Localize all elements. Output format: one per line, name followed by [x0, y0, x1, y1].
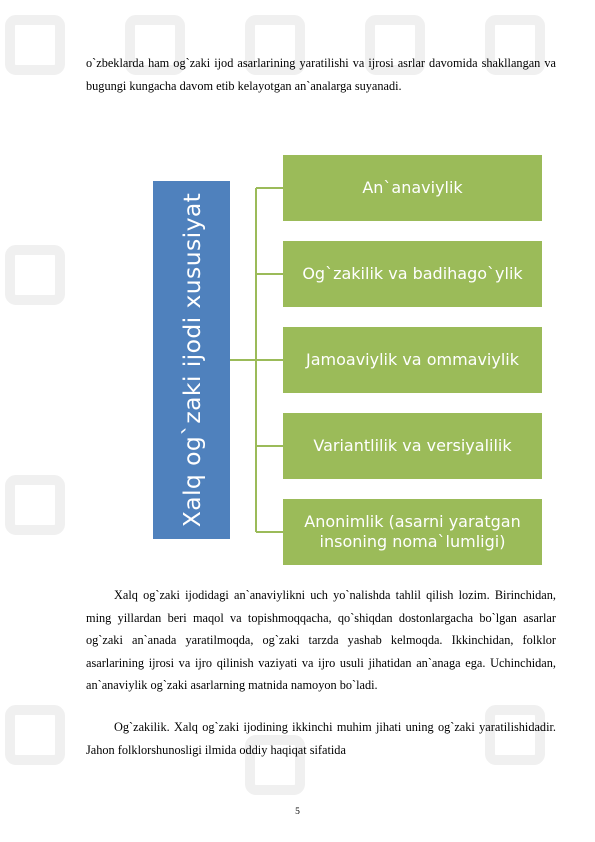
diagram-item-collectivity	[283, 327, 542, 393]
diagram-item-tradition	[283, 155, 542, 221]
diagram-item-label: Variantlilik va versiyalilik	[313, 436, 512, 455]
body-paragraph-tradition: Xalq og`zaki ijodidagi an`anaviylikni uch yo`nalishda tahlil qilish lozim. Birinchidan, ming yillardan beri maqol va topishmoqqacha, qo`shiqdan dostonlargacha bo`lgan asarlar og`zaki an`anada yaratilmoqda, og`zaki tarzda yashab kelmoqda. Ikkinchidan, folklor asarlarining ijrosi va ijro qilinish vaziyati va ijro usuli jihatidan an`anaga ega. Uchinchidan, an`anaviylik og`zaki asarlarning matnida namoyon bo`ladi.	[86, 588, 556, 692]
body-paragraph-orality: Og`zakilik. Xalq og`zaki ijodining ikkinchi muhim jihati uning og`zaki yaratilishidadir. Jahon folklorshunosligi ilmida oddiy haqiqat sifatida	[86, 720, 556, 757]
diagram-item-variance	[283, 413, 542, 479]
diagram-item-label: Og`zakilik va badihago`ylik	[302, 264, 523, 283]
diagram-item-orality	[283, 241, 542, 307]
diagram-item-label: Jamoaviylik va ommaviylik	[306, 350, 519, 369]
page-number: 5	[295, 807, 300, 817]
diagram-item-label: Anonimlik (asarni yaratgan insoning noma`lumligi)	[304, 512, 521, 551]
intro-paragraph: o`zbeklarda ham og`zaki ijod asarlarining yaratilishi va ijrosi asrlar davomida shakllangan va bugungi kungacha davom etib kelayotgan an`analarga suyanadi.	[86, 56, 556, 93]
diagram-item-label: An`anaviylik	[362, 178, 463, 197]
diagram-title: Xalq og`zaki ijodi xususiyat	[177, 192, 206, 528]
diagram-title-box	[153, 181, 230, 539]
diagram-item-anonymity	[283, 499, 542, 565]
